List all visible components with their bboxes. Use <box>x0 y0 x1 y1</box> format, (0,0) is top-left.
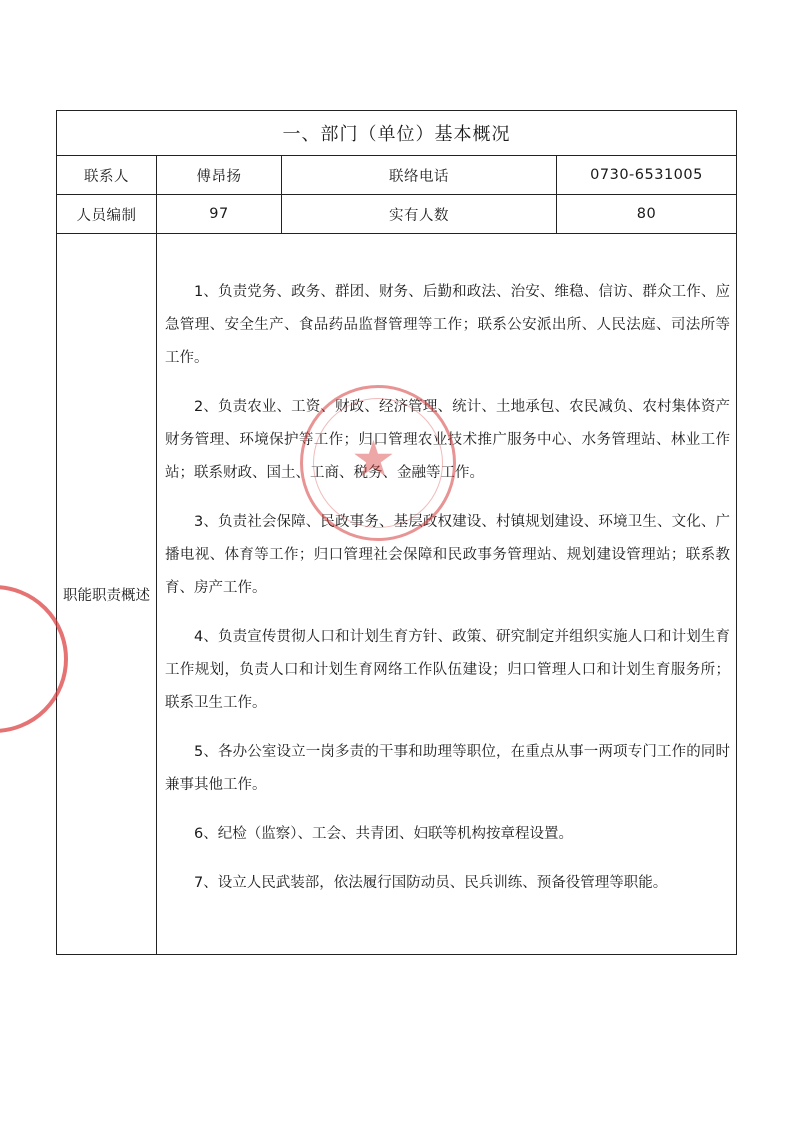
duty-item: 6、纪检（监察）、工会、共青团、妇联等机构按章程设置。 <box>194 826 573 842</box>
duty-item: 4、负责宣传贯彻人口和计划生育方针、政策、研究制定并组织实施人口和计划生育工作规划，负责人口和计划生育网络工作队伍建设；归口管理人口和计划生育服务所；联系卫生工作。 <box>165 629 730 711</box>
duty-item: 5、各办公室设立一岗多责的干事和助理等职位，在重点从事一两项专门工作的同时兼事其他工作。 <box>165 744 730 793</box>
contact-value: 傅昂扬 <box>157 156 282 195</box>
phone-label: 联络电话 <box>282 156 557 195</box>
seal-star-icon: ★ <box>351 430 396 488</box>
table-title: 一、部门（单位）基本概况 <box>57 111 737 156</box>
staff-label: 人员编制 <box>57 195 157 234</box>
duties-list <box>157 234 736 900</box>
actual-value: 80 <box>557 195 737 234</box>
contact-label: 联系人 <box>57 156 157 195</box>
duties-cell <box>157 234 737 955</box>
duty-item: 1、负责党务、政务、群团、财务、后勤和政法、治安、维稳、信访、群众工作、应急管理、安全生产、食品药品监督管理等工作；联系公安派出所、人民法庭、司法所等工作。 <box>165 284 730 366</box>
actual-label: 实有人数 <box>282 195 557 234</box>
duty-item: 2、负责农业、工资、财政、经济管理、统计、土地承包、农民减负、农村集体资产财务管理、环境保护等工作；归口管理农业技术推广服务中心、水务管理站、林业工作站；联系财政、国土、工商、税务、金融等工作。 <box>165 399 730 481</box>
duties-label: 职能职责概述 <box>57 234 157 955</box>
overview-table <box>56 110 737 955</box>
phone-value: 0730-6531005 <box>557 156 737 195</box>
duty-item: 3、负责社会保障、民政事务、基层政权建设、村镇规划建设、环境卫生、文化、广播电视、体育等工作；归口管理社会保障和民政事务管理站、规划建设管理站；联系教育、房产工作。 <box>165 514 730 596</box>
staff-value: 97 <box>157 195 282 234</box>
duty-item: 7、设立人民武装部，依法履行国防动员、民兵训练、预备役管理等职能。 <box>194 875 668 891</box>
